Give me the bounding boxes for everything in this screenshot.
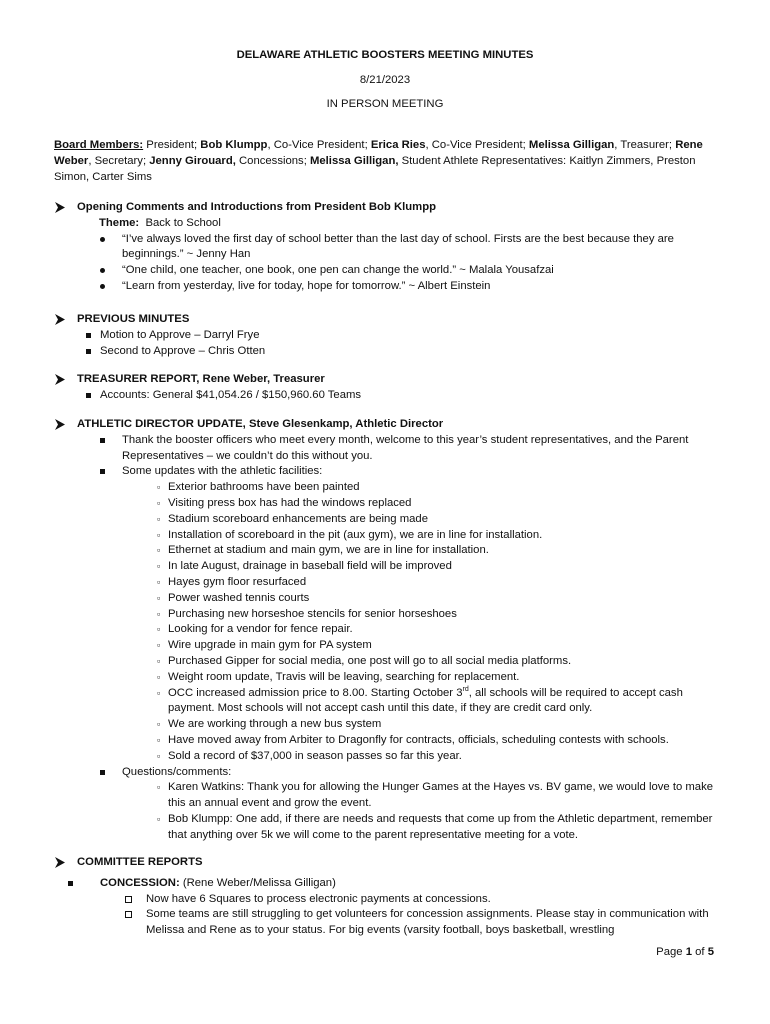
bullet-square-icon — [86, 349, 91, 354]
list-item-text: Second to Approve – Chris Otten — [100, 344, 266, 357]
opening-heading — [54, 200, 724, 216]
bullet-square-icon — [100, 469, 105, 474]
board-text: , Secretary; — [88, 154, 150, 167]
theme-label: Theme: — [99, 216, 140, 229]
sub-bullet-icon: ▫ — [157, 813, 161, 824]
sub-item — [54, 543, 724, 559]
board-label: Board Members: — [54, 139, 144, 151]
sub-item — [54, 717, 724, 733]
sub-item — [54, 512, 724, 528]
sub-item-text: We are working through a new bus system — [168, 718, 382, 731]
sub-item — [54, 749, 724, 765]
theme-line — [54, 216, 724, 232]
quote-text: “One child, one teacher, one book, one pen can change the world.” ~ Malala Yousafzai — [122, 264, 554, 277]
opening-heading-text: Opening Comments and Introductions from President Bob Klumpp — [77, 201, 436, 213]
sub-item — [54, 907, 724, 939]
sub-bullet-icon: ▫ — [157, 671, 161, 682]
sub-item-text: OCC increased admission price to 8.00. Starting October 3 — [168, 686, 463, 699]
board-text: , Treasurer; — [614, 139, 676, 151]
sub-item-text: Visiting press box has had the windows replaced — [168, 496, 412, 509]
list-item — [54, 388, 724, 404]
previous-heading — [54, 312, 724, 328]
sub-bullet-icon: ▫ — [157, 734, 161, 745]
concession-label: CONCESSION: — [100, 876, 180, 889]
sub-bullet-icon: ▫ — [157, 545, 161, 556]
sub-item-text: Some teams are still struggling to get volunteers for concession assignments. Please stay in communication with Melissa and Rene as to your status. For big events (varsity football, boys basketball, wrestling — [146, 908, 709, 937]
sub-item-text: In late August, drainage in baseball field will be improved — [168, 560, 452, 573]
bullet-dot-icon — [100, 268, 105, 273]
committee-heading-text: COMMITTEE REPORTS — [77, 856, 203, 868]
athletic-director-section — [54, 417, 724, 844]
sub-bullet-icon: ▫ — [157, 497, 161, 508]
sub-item-text: Installation of scoreboard in the pit (aux gym), we are in line for installation. — [168, 528, 543, 541]
ad-heading — [54, 417, 724, 433]
bullet-square-icon — [100, 438, 105, 443]
sub-bullet-icon: ▫ — [157, 624, 161, 635]
sub-bullet-icon: ▫ — [157, 513, 161, 524]
treasurer-section — [54, 372, 724, 404]
sub-item — [54, 528, 724, 544]
sub-bullet-icon: ▫ — [157, 719, 161, 730]
sub-item-text: Stadium scoreboard enhancements are being made — [168, 512, 428, 525]
previous-heading-text: PREVIOUS MINUTES — [77, 313, 190, 325]
arrow-bullet-icon — [54, 372, 68, 385]
board-name: Erica Ries — [370, 139, 426, 151]
sub-item — [54, 892, 724, 908]
list-item — [54, 433, 724, 465]
board-name: Rene Weber — [54, 139, 703, 167]
sub-item-text: Purchased Gipper for social media, one post will go to all social media platforms. — [168, 654, 572, 667]
list-item — [54, 464, 724, 480]
bullet-hollow-square-icon — [125, 896, 132, 903]
sub-item-text: Purchasing new horseshoe stencils for senior horseshoes — [168, 607, 457, 620]
sub-item — [54, 607, 724, 623]
list-item-text: Accounts: General $41,054.26 / $150,960.60 Teams — [100, 388, 362, 401]
list-item-text: Questions/comments: — [122, 765, 232, 778]
document-title: DELAWARE ATHLETIC BOOSTERS MEETING MINUTES — [236, 49, 534, 61]
board-text: , Co-Vice President; — [425, 139, 529, 151]
list-item — [54, 344, 724, 360]
meeting-date: 8/21/2023 — [359, 74, 411, 86]
sub-bullet-icon: ▫ — [157, 561, 161, 572]
board-members — [54, 138, 724, 185]
sub-bullet-icon: ▫ — [157, 640, 161, 651]
sub-item — [54, 654, 724, 670]
sub-bullet-icon: ▫ — [157, 655, 161, 666]
previous-minutes-section — [54, 312, 724, 359]
quote-text: “I’ve always loved the first day of school better than the last day of school. Firsts are the best because they are beginnings.” ~ Jenny Han — [122, 232, 674, 261]
sub-item-text: Looking for a vendor for fence repair. — [168, 623, 353, 636]
bullet-hollow-square-icon — [125, 911, 132, 918]
sub-item — [54, 686, 724, 718]
page-number: 1 — [685, 946, 692, 958]
list-item-text: Motion to Approve – Darryl Frye — [100, 328, 260, 341]
sub-item-text: Karen Watkins: Thank you for allowing the Hunger Games at the Hayes vs. BV game, we would love to make this an annual event and grow the event. — [168, 781, 714, 810]
sub-item — [54, 622, 724, 638]
ad-heading-text: ATHLETIC DIRECTOR UPDATE, Steve Glesenkamp, Athletic Director — [77, 418, 444, 430]
board-name: Jenny Girouard, — [149, 154, 236, 167]
list-item — [54, 765, 724, 781]
footer-text: Page — [656, 946, 686, 958]
bullet-square-icon — [86, 393, 91, 398]
board-text: Concessions; — [235, 154, 310, 167]
sub-bullet-icon: ▫ — [157, 608, 161, 619]
opening-section — [54, 200, 724, 295]
sub-item-text: , all schools will be required to accept cash payment. Most schools will not accept cash until this date, if they are credit card only. — [168, 686, 683, 715]
arrow-bullet-icon — [54, 417, 68, 430]
sub-bullet-icon: ▫ — [157, 576, 161, 587]
sub-item-text: Bob Klumpp: One add, if there are needs and requests that come up from the Athletic department, remember that anything over 5k we will come to the parent representative meeting for a vote. — [168, 812, 713, 841]
sub-bullet-icon: ▫ — [157, 782, 161, 793]
list-item-text: Some updates with the athletic facilities: — [122, 465, 323, 478]
board-text: President; — [143, 139, 201, 151]
sub-item-text: Power washed tennis courts — [168, 591, 310, 604]
board-text: , Co-Vice President; — [267, 139, 371, 151]
sub-item — [54, 559, 724, 575]
bullet-dot-icon — [100, 237, 105, 242]
footer-text: of — [692, 946, 708, 958]
sub-item-text: Wire upgrade in main gym for PA system — [168, 639, 372, 652]
meeting-mode: IN PERSON MEETING — [326, 98, 444, 110]
bullet-square-icon — [68, 881, 73, 886]
treasurer-heading-text: TREASURER REPORT, Rene Weber, Treasurer — [77, 373, 325, 385]
sub-item — [54, 638, 724, 654]
sub-item — [54, 591, 724, 607]
sub-item — [54, 496, 724, 512]
concession-line — [54, 876, 724, 892]
sub-item — [54, 670, 724, 686]
arrow-bullet-icon — [54, 855, 68, 868]
board-text: Student Athlete Representatives: Kaitlyn Zimmers, Preston Simon, Carter Sims — [54, 154, 696, 183]
sub-item-text: Have moved away from Arbiter to Dragonfly for contracts, officials, scheduling contests with schools. — [168, 733, 669, 746]
sub-item-text: Sold a record of $37,000 in season passes so far this year. — [168, 749, 462, 762]
sub-item — [54, 812, 724, 844]
committee-section — [54, 855, 724, 939]
board-name: Melissa Gilligan — [528, 139, 615, 151]
sub-item-text: Now have 6 Squares to process electronic payments at concessions. — [146, 892, 491, 905]
bullet-dot-icon — [100, 284, 105, 289]
list-item-text: Thank the booster officers who meet every month, welcome to this year’s student representatives, and the Parent Representatives – we couldn’t do this without you. — [122, 433, 689, 462]
quote-text: “Learn from yesterday, live for today, hope for tomorrow.” ~ Albert Einstein — [122, 279, 491, 292]
superscript: rd — [462, 685, 469, 693]
arrow-bullet-icon — [54, 312, 68, 325]
bullet-square-icon — [86, 333, 91, 338]
arrow-bullet-icon — [54, 200, 68, 213]
quote-item — [54, 232, 724, 264]
sub-item — [54, 780, 724, 812]
page-total: 5 — [707, 946, 714, 958]
sub-item-text: Hayes gym floor resurfaced — [168, 575, 307, 588]
theme-value: Back to School — [145, 216, 221, 229]
concession-names: (Rene Weber/Melissa Gilligan) — [179, 876, 336, 889]
board-name: Bob Klumpp — [200, 139, 268, 151]
board-name: Melissa Gilligan, — [309, 154, 399, 167]
quote-item — [54, 279, 724, 295]
page-footer — [656, 945, 714, 961]
bullet-square-icon — [100, 770, 105, 775]
quote-item — [54, 263, 724, 279]
sub-item — [54, 575, 724, 591]
committee-heading — [54, 855, 724, 871]
sub-item — [54, 480, 724, 496]
sub-bullet-icon: ▫ — [157, 529, 161, 540]
sub-item-text: Ethernet at stadium and main gym, we are in line for installation. — [168, 544, 489, 557]
sub-bullet-icon: ▫ — [157, 687, 161, 698]
sub-item-text: Weight room update, Travis will be leaving, searching for replacement. — [168, 670, 520, 683]
sub-bullet-icon: ▫ — [157, 592, 161, 603]
sub-item-text: Exterior bathrooms have been painted — [168, 481, 360, 494]
sub-bullet-icon: ▫ — [157, 750, 161, 761]
list-item — [54, 328, 724, 344]
sub-item — [54, 733, 724, 749]
sub-bullet-icon: ▫ — [157, 482, 161, 493]
treasurer-heading — [54, 372, 724, 388]
